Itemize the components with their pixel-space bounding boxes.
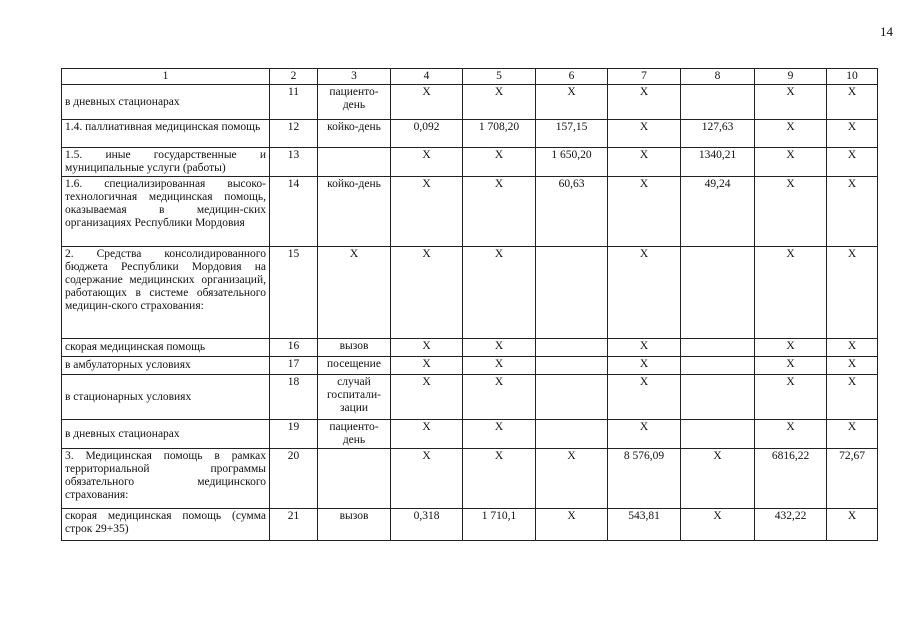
- table-cell: скорая медицинская помощь (сумма строк 29+35): [62, 509, 270, 541]
- table-cell: в дневных стационарах: [62, 420, 270, 449]
- table-cell: [681, 85, 755, 120]
- table-cell: Х: [755, 85, 827, 120]
- table-cell: 1.5. иные государственные и муниципальные услуги (работы): [62, 148, 270, 177]
- header-cell: 8: [681, 69, 755, 85]
- header-cell: 9: [755, 69, 827, 85]
- table-cell: [536, 247, 608, 339]
- table-row: [62, 177, 878, 247]
- data-table: [61, 68, 878, 541]
- table-cell: 20: [270, 449, 318, 509]
- table-cell: Х: [608, 120, 681, 148]
- table-cell: [536, 420, 608, 449]
- table-cell: Х: [463, 339, 536, 357]
- table-cell: Х: [608, 247, 681, 339]
- table-cell: Х: [463, 449, 536, 509]
- table-row: [62, 509, 878, 541]
- table-cell: Х: [536, 509, 608, 541]
- table-cell: 127,63: [681, 120, 755, 148]
- header-cell: 10: [827, 69, 878, 85]
- table-cell: 1340,21: [681, 148, 755, 177]
- table-row: [62, 148, 878, 177]
- table-cell: Х: [755, 247, 827, 339]
- table-cell: Х: [536, 85, 608, 120]
- table-cell: Х: [463, 148, 536, 177]
- header-cell: 3: [318, 69, 391, 85]
- table-cell: Х: [827, 85, 878, 120]
- table-cell: 157,15: [536, 120, 608, 148]
- page-number: 14: [880, 24, 893, 39]
- table-cell: 3. Медицинская помощь в рамках территориальной программы обязательного медицинского страхования:: [62, 449, 270, 509]
- table-cell: Х: [681, 449, 755, 509]
- table-cell: [318, 148, 391, 177]
- table-cell: [536, 375, 608, 420]
- table-cell: скорая медицинская помощь: [62, 339, 270, 357]
- table-cell: Х: [391, 449, 463, 509]
- table-header-row: [62, 69, 878, 85]
- table-cell: 49,24: [681, 177, 755, 247]
- table-cell: 1 708,20: [463, 120, 536, 148]
- table-cell: 0,318: [391, 509, 463, 541]
- table-row: [62, 357, 878, 375]
- table-cell: Х: [391, 148, 463, 177]
- header-cell: 1: [62, 69, 270, 85]
- header-cell: 7: [608, 69, 681, 85]
- table-cell: Х: [755, 148, 827, 177]
- table-cell: 11: [270, 85, 318, 120]
- table-cell: пациенто-день: [318, 420, 391, 449]
- table-cell: Х: [608, 339, 681, 357]
- table-row: [62, 85, 878, 120]
- table-cell: Х: [755, 420, 827, 449]
- table-cell: [536, 339, 608, 357]
- table-cell: Х: [536, 449, 608, 509]
- table-cell: вызов: [318, 509, 391, 541]
- table-cell: в дневных стационарах: [62, 85, 270, 120]
- table-cell: 21: [270, 509, 318, 541]
- table-cell: Х: [608, 85, 681, 120]
- table-cell: 6816,22: [755, 449, 827, 509]
- table-cell: [681, 375, 755, 420]
- table-cell: 1.6. специализированная высоко-технологичная медицинская помощь, оказываемая в медицин-ских организациях Республики Мордовия: [62, 177, 270, 247]
- table-cell: Х: [318, 247, 391, 339]
- table-cell: 14: [270, 177, 318, 247]
- table-cell: Х: [827, 375, 878, 420]
- table-cell: 543,81: [608, 509, 681, 541]
- table-cell: 8 576,09: [608, 449, 681, 509]
- table-cell: Х: [755, 339, 827, 357]
- table-cell: Х: [827, 339, 878, 357]
- table-cell: 17: [270, 357, 318, 375]
- table-cell: случай госпитали-зации: [318, 375, 391, 420]
- table-cell: Х: [391, 420, 463, 449]
- table-cell: Х: [755, 375, 827, 420]
- table-row: [62, 120, 878, 148]
- table-cell: 0,092: [391, 120, 463, 148]
- table-cell: Х: [608, 375, 681, 420]
- table-cell: 19: [270, 420, 318, 449]
- table-cell: Х: [608, 177, 681, 247]
- table-cell: Х: [391, 375, 463, 420]
- table-cell: 1 710,1: [463, 509, 536, 541]
- table-cell: 13: [270, 148, 318, 177]
- table-cell: 60,63: [536, 177, 608, 247]
- table-cell: 16: [270, 339, 318, 357]
- table-cell: Х: [827, 148, 878, 177]
- table-cell: Х: [391, 247, 463, 339]
- table-cell: 15: [270, 247, 318, 339]
- table-cell: Х: [755, 357, 827, 375]
- table-cell: 2. Средства консолидированного бюджета Республики Мордовия на содержание медицинских организаций, работающих в системе обязательного медицин-ского страхования:: [62, 247, 270, 339]
- table-cell: посещение: [318, 357, 391, 375]
- table-cell: Х: [827, 120, 878, 148]
- table-row: [62, 449, 878, 509]
- table-cell: Х: [681, 509, 755, 541]
- table-cell: Х: [608, 420, 681, 449]
- table-cell: Х: [391, 85, 463, 120]
- table-row: [62, 247, 878, 339]
- table-cell: Х: [463, 85, 536, 120]
- table-cell: Х: [463, 375, 536, 420]
- table-cell: Х: [827, 177, 878, 247]
- table-cell: [681, 420, 755, 449]
- header-cell: 2: [270, 69, 318, 85]
- table-cell: 12: [270, 120, 318, 148]
- table-cell: [681, 339, 755, 357]
- table-cell: койко-день: [318, 177, 391, 247]
- table-cell: в амбулаторных условиях: [62, 357, 270, 375]
- table-cell: вызов: [318, 339, 391, 357]
- table-cell: в стационарных условиях: [62, 375, 270, 420]
- table-cell: Х: [391, 177, 463, 247]
- header-cell: 6: [536, 69, 608, 85]
- table-row: [62, 375, 878, 420]
- table-cell: Х: [391, 357, 463, 375]
- table-cell: Х: [608, 357, 681, 375]
- table-row: [62, 339, 878, 357]
- table-cell: Х: [463, 420, 536, 449]
- table-cell: Х: [827, 247, 878, 339]
- table-cell: Х: [463, 357, 536, 375]
- table-cell: [681, 247, 755, 339]
- table-cell: Х: [463, 247, 536, 339]
- table-cell: [681, 357, 755, 375]
- table-cell: пациенто-день: [318, 85, 391, 120]
- table-cell: [536, 357, 608, 375]
- table-cell: койко-день: [318, 120, 391, 148]
- header-cell: 4: [391, 69, 463, 85]
- table-cell: Х: [755, 120, 827, 148]
- table-cell: Х: [827, 357, 878, 375]
- table-cell: 18: [270, 375, 318, 420]
- table-cell: Х: [827, 509, 878, 541]
- table-cell: Х: [608, 148, 681, 177]
- table-cell: 432,22: [755, 509, 827, 541]
- header-cell: 5: [463, 69, 536, 85]
- table-cell: 72,67: [827, 449, 878, 509]
- table-cell: Х: [391, 339, 463, 357]
- table-cell: Х: [463, 177, 536, 247]
- table-row: [62, 420, 878, 449]
- table-cell: Х: [827, 420, 878, 449]
- table-cell: 1.4. паллиативная медицинская помощь: [62, 120, 270, 148]
- table-cell: 1 650,20: [536, 148, 608, 177]
- table-cell: [318, 449, 391, 509]
- table-cell: Х: [755, 177, 827, 247]
